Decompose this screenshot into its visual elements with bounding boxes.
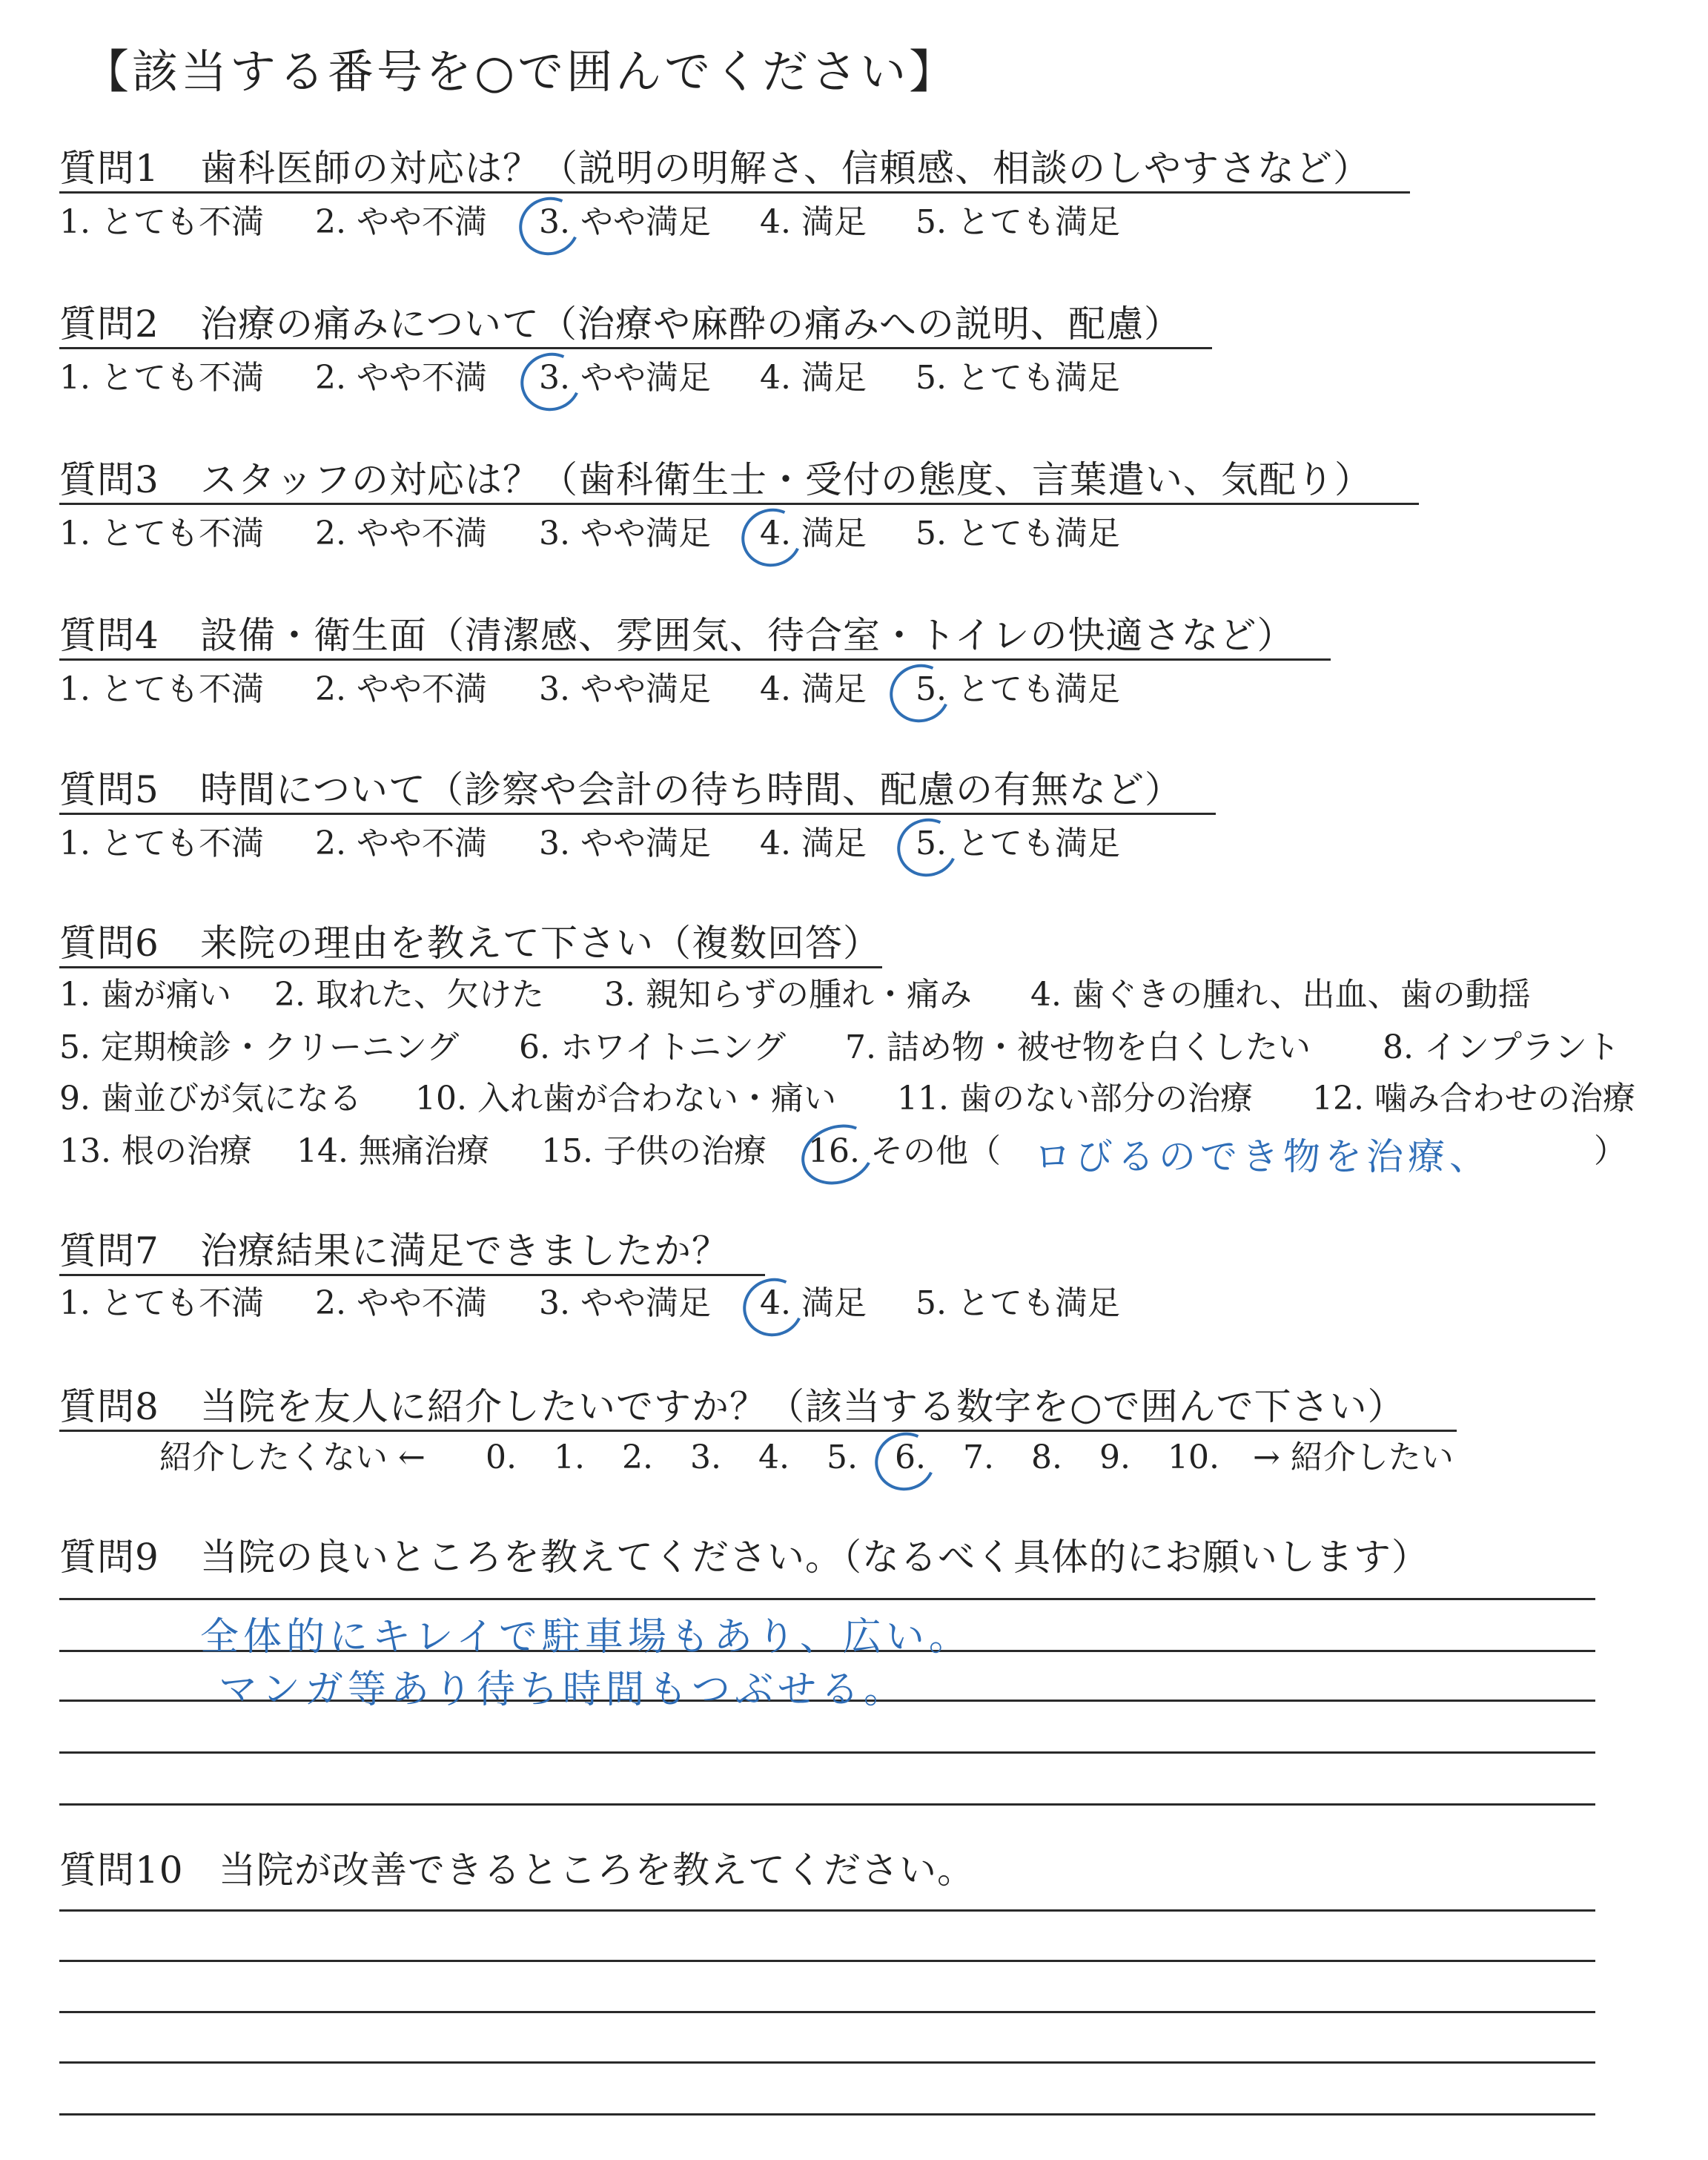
question-7-underline: [59, 1274, 765, 1276]
option-5[interactable]: 5. とても満足: [916, 515, 1120, 552]
option-3[interactable]: 3. やや満足: [539, 203, 711, 241]
question-2-text: 治療の痛みについて（治療や麻酔の痛みへの説明、配慮）: [200, 303, 1182, 346]
instruction-header: 【該当する番号を○で囲んでください】: [83, 44, 959, 99]
question-1-underline: [59, 191, 1410, 194]
scale-9[interactable]: 9.: [1099, 1439, 1131, 1476]
reason-option-11[interactable]: 11. 歯のない部分の治療: [897, 1080, 1253, 1117]
answer-line: [59, 1909, 1595, 1912]
scale-right-label: → 紹介したい: [1253, 1439, 1454, 1476]
question-10-title: [59, 1846, 975, 1894]
reason-option-14[interactable]: 14. 無痛治療: [297, 1132, 489, 1170]
option-3[interactable]: 3. やや満足: [539, 670, 711, 708]
answer-line: [59, 1751, 1595, 1754]
option-1[interactable]: 1. とても不満: [59, 1284, 264, 1322]
question-7-number: 質問7: [59, 1229, 159, 1272]
reason-option-9[interactable]: 9. 歯並びが気になる: [59, 1080, 362, 1117]
scale-0[interactable]: 0.: [486, 1439, 517, 1476]
question-9-title: [59, 1533, 1429, 1581]
question-2-number: 質問2: [59, 303, 159, 346]
answer-circle-q6: [793, 1114, 883, 1194]
question-3-text: スタッフの対応は？（歯科衛生士・受付の態度、言葉遣い、気配り）: [200, 458, 1372, 501]
option-5[interactable]: 5. とても満足: [916, 359, 1120, 397]
option-2[interactable]: 2. やや不満: [315, 359, 487, 397]
answer-line: [59, 2061, 1595, 2064]
question-5-title: [59, 766, 1182, 813]
answer-line: [59, 1960, 1595, 1962]
question-8-title: [59, 1383, 1406, 1430]
answer-circle-q8: [867, 1424, 944, 1499]
reason-option-7[interactable]: 7. 詰め物・被せ物を白くしたい: [845, 1028, 1311, 1066]
option-4[interactable]: 4. 満足: [760, 359, 867, 397]
scale-3[interactable]: 3.: [690, 1439, 721, 1476]
reason-option-15[interactable]: 15. 子供の治療: [541, 1132, 767, 1170]
question-2-title: [59, 300, 1182, 348]
question-3-number: 質問3: [59, 458, 159, 501]
scale-left-label: 紹介したくない ←: [159, 1439, 426, 1476]
reason-option-4[interactable]: 4. 歯ぐきの腫れ、出血、歯の動揺: [1030, 976, 1531, 1014]
option-2[interactable]: 2. やや不満: [315, 1284, 487, 1322]
answer-line: [59, 1598, 1595, 1600]
option-4[interactable]: 4. 満足: [760, 1284, 867, 1322]
other-close-paren: ）: [1594, 1132, 1626, 1170]
option-3[interactable]: 3. やや満足: [539, 1284, 711, 1322]
question-3-underline: [59, 503, 1419, 505]
answer-line: [59, 2113, 1595, 2116]
question-9-number: 質問9: [59, 1536, 159, 1579]
option-1[interactable]: 1. とても不満: [59, 825, 264, 862]
scale-10[interactable]: 10.: [1168, 1439, 1219, 1476]
scale-1[interactable]: 1.: [554, 1439, 585, 1476]
question-6-title: [59, 919, 881, 967]
question-8-text: 当院を友人に紹介したいですか？（該当する数字を○で囲んで下さい）: [200, 1385, 1406, 1428]
option-5[interactable]: 5. とても満足: [916, 825, 1120, 862]
answer-line: [59, 2011, 1595, 2013]
scale-7[interactable]: 7.: [963, 1439, 994, 1476]
scale-4[interactable]: 4.: [758, 1439, 790, 1476]
question-7-text: 治療結果に満足できましたか？: [200, 1229, 729, 1272]
question-2-underline: [59, 347, 1212, 349]
question-4-number: 質問4: [59, 614, 159, 657]
scale-2[interactable]: 2.: [622, 1439, 653, 1476]
option-4[interactable]: 4. 満足: [760, 670, 867, 708]
question-4-title: [59, 612, 1295, 659]
reason-option-13[interactable]: 13. 根の治療: [59, 1132, 252, 1170]
question-6-underline: [59, 966, 882, 968]
scale-5[interactable]: 5.: [827, 1439, 858, 1476]
option-5[interactable]: 5. とても満足: [916, 670, 1120, 708]
option-1[interactable]: 1. とても不満: [59, 359, 264, 397]
question-1-title: [59, 145, 1371, 192]
reason-option-3[interactable]: 3. 親知らずの腫れ・痛み: [604, 976, 972, 1014]
question-5-text: 時間について（診察や会計の待ち時間、配慮の有無など）: [200, 768, 1182, 811]
option-1[interactable]: 1. とても不満: [59, 670, 264, 708]
option-3[interactable]: 3. やや満足: [539, 825, 711, 862]
option-2[interactable]: 2. やや不満: [315, 825, 487, 862]
good-points-handwritten-line-2: マンガ等あり待ち時間もつぶせる。: [219, 1668, 907, 1712]
scale-6[interactable]: 6.: [895, 1439, 926, 1476]
option-1[interactable]: 1. とても不満: [59, 203, 264, 241]
scale-8[interactable]: 8.: [1031, 1439, 1062, 1476]
question-8-number: 質問8: [59, 1385, 159, 1428]
question-4-text: 設備・衛生面（清潔感、雰囲気、待合室・トイレの快適さなど）: [200, 614, 1295, 657]
question-4-underline: [59, 658, 1331, 661]
option-5[interactable]: 5. とても満足: [916, 203, 1120, 241]
reason-option-5[interactable]: 5. 定期検診・クリーニング: [59, 1028, 460, 1066]
reason-option-6[interactable]: 6. ホワイトニング: [519, 1028, 787, 1066]
option-3[interactable]: 3. やや満足: [539, 515, 711, 552]
answer-line: [59, 1803, 1595, 1806]
question-5-underline: [59, 813, 1216, 815]
question-6-text: 来院の理由を教えて下さい（複数回答）: [200, 922, 881, 965]
good-points-handwritten-line-1: 全体的にキレイで駐車場もあり、広い。: [200, 1615, 972, 1659]
question-9-text: 当院の良いところを教えてください。（なるべく具体的にお願いします）: [200, 1536, 1429, 1579]
other-reason-handwritten: ロびるのでき物を治療、: [1034, 1135, 1491, 1178]
option-1[interactable]: 1. とても不満: [59, 515, 264, 552]
question-10-text: 当院が改善できるところを教えてください。: [219, 1849, 975, 1892]
reason-option-12[interactable]: 12. 噛み合わせの治療: [1312, 1080, 1635, 1117]
question-10-number: 質問10: [59, 1849, 184, 1892]
option-4[interactable]: 4. 満足: [760, 203, 867, 241]
option-4[interactable]: 4. 満足: [760, 515, 867, 552]
question-7-title: [59, 1227, 729, 1275]
reason-option-8[interactable]: 8. インプラント: [1383, 1028, 1620, 1066]
reason-option-16[interactable]: 16. その他（: [808, 1132, 1001, 1170]
reason-option-1[interactable]: 1. 歯が痛い: [59, 976, 231, 1014]
option-2[interactable]: 2. やや不満: [315, 670, 487, 708]
question-5-number: 質問5: [59, 768, 159, 811]
question-6-number: 質問6: [59, 922, 159, 965]
option-2[interactable]: 2. やや不満: [315, 203, 487, 241]
option-2[interactable]: 2. やや不満: [315, 515, 487, 552]
reason-option-2[interactable]: 2. 取れた、欠けた: [274, 976, 544, 1014]
option-4[interactable]: 4. 満足: [760, 825, 867, 862]
reason-option-10[interactable]: 10. 入れ歯が合わない・痛い: [415, 1080, 836, 1117]
question-1-number: 質問1: [59, 147, 159, 190]
question-3-title: [59, 456, 1372, 503]
option-5[interactable]: 5. とても満足: [916, 1284, 1120, 1322]
option-3[interactable]: 3. やや満足: [539, 359, 711, 397]
question-8-underline: [59, 1430, 1457, 1432]
question-1-text: 歯科医師の対応は？（説明の明解さ、信頼感、相談のしやすさなど）: [200, 147, 1371, 190]
